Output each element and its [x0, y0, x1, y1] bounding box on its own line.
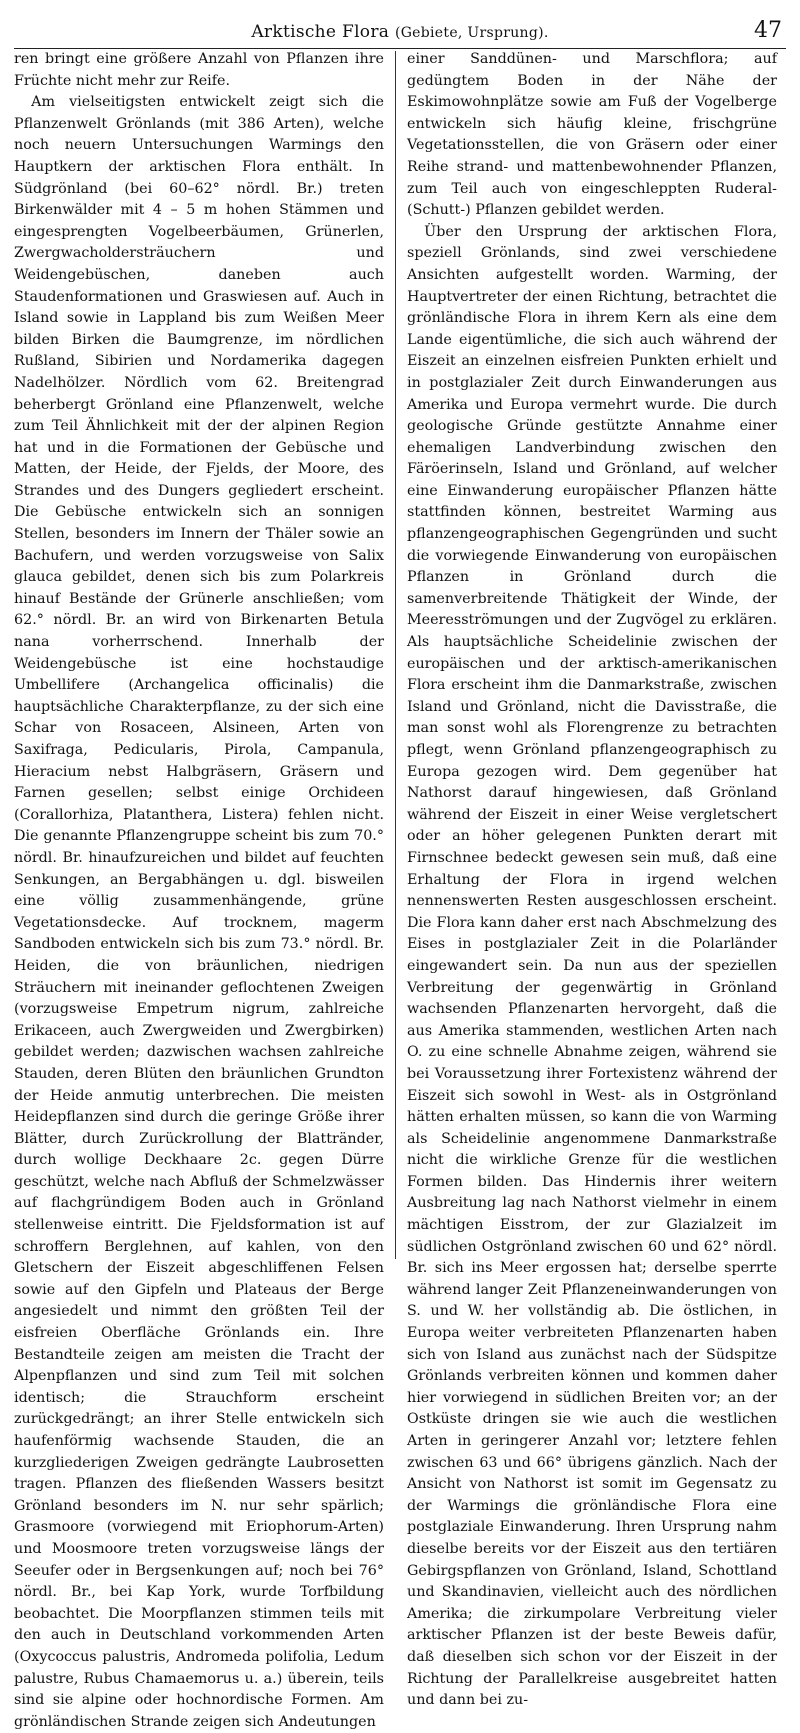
paragraph: einer Sanddünen- und Marschflora; auf gedüngtem Boden in der Nähe der Eskimowohnplätze sowie am Fuß der Vogelberge entwickeln sich häufig kleine, frischgrüne Vegetationsstellen, die von Gräsern oder einer Reihe strand- und mattenbewohnender Pflanzen, zum Teil auch von eingeschleppten Ruderal- (Schutt-) Pflanzen gebildet werden.	[407, 51, 777, 219]
page-header	[14, 8, 786, 49]
paragraph: Am vielseitigsten entwickelt zeigt sich die Pflanzenwelt Grönlands (mit 386 Arten), welche noch neuern Untersuchungen Warmings den Hauptkern der arktischen Flora enthält. In Südgrönland (bei 60–62° nördl. Br.) treten Birkenwälder mit 4 – 5 m hohen Stämmen und eingesprengten Vogelbeerbäumen, Grünerlen, Zwergwacholdersträuchern und Weidengebüschen, daneben auch Staudenformationen und Graswiesen auf. Auch in Island sowie in Lappland bis zum Weißen Meer bilden Birken die Baumgrenze, im nördlichen Rußland, Sibirien und Nordamerika dagegen Nadelhölzer. Nördlich vom 62. Breitengrad beherbergt Grönland eine Pflanzenwelt, welche zum Teil Ähnlichkeit mit der der alpinen Region hat und in die Formationen der Gebüsche und Matten, der Heide, der Fjelds, der Moore, des Strandes und des Dungers gegliedert erscheint. Die Gebüsche entwickeln sich an sonnigen Stellen, besonders im Innern der Thäler sowie an Bachufern, und werden vorzugsweise von Salix glauca gebildet, denen sich bis zum Polarkreis hinauf Bestände der Grünerle anschließen; vom 62.° nördl. Br. an wird von Birkenarten Betula nana vorherrschend. Innerhalb der Weidengebüsche ist eine hochstaudige Umbellifere (Archangelica officinalis) die hauptsächliche Charakterpflanze, zu der sich eine Schar von Rosaceen, Alsineen, Arten von Saxifraga, Pedicularis, Pirola, Campanula, Hieracium nebst Halbgräsern, Gräsern und Farnen gesellen; selbst einige Orchideen (Corallorhiza, Platanthera, Listera) fehlen nicht. Die genannte Pflanzengruppe scheint bis zum 70.° nördl. Br. hinaufzureichen und bildet auf feuchten Senkungen, an Bergabhängen u. dgl. bisweilen eine völlig zusammenhängende, grüne Vegetationsdecke. Auf trocknem, magerm Sandboden entwickeln sich bis zum 73.° nördl. Br. Heiden, die von bräunlichen, niedrigen Sträuchern mit ineinander geflochtenen Zweigen (vorzugsweise Empetrum nigrum, zahlreiche Erikaceen, auch Zwergweiden und Zwergbirken) gebildet werden; dazwischen wachsen zahlreiche Stauden, deren Blüten den bräunlichen Grundton der Heide anmutig unterbrechen. Die meisten Heidepflanzen sind durch die geringe Größe ihrer Blätter, durch Zurückrollung der Blattränder, durch wollige Deckhaare 2c. gegen Dürre geschützt, welche nach Abfluß der Schmelzwässer auf flachgründigem Boden auch in Grönland stellenweise eintritt. Die Fjeldsformation ist auf schroffern Berglehnen, auf kahlen, von den Gletschern der Eiszeit abgeschliffenen Felsen sowie auf den Gipfeln und Plateaus der Berge angesiedelt und nimmt den größten Teil der eisfreien Oberfläche Grönlands ein. Ihre Bestandteile zeigen am meisten die Tracht der Alpenpflanzen und sind zum Teil mit solchen identisch; die Strauchform erscheint zurückgedrängt; an ihrer Stelle entwickeln sich haufenförmig wachsende Stauden, die an kurzgliederigen Zweigen gedrängte Laubrosetten tragen. Pflanzen des fließenden Wassers besitzt Grönland besonders im N. nur sehr spärlich; Grasmoore (vorwiegend mit Eriophorum-Arten) und Moosmoore treten vorzugsweise längs der Seeufer oder in Bergsenkungen auf; noch bei 76° nördl. Br., bei Kap York, wurde Torfbildung beobachtet. Die Moorpflanzen stimmen teils mit den auch in Deutschland vorkommenden Arten (Oxycoccus palustris, Andromeda polifolia, Ledum palustre, Rubus Chamaemorus u. a.) überein, teils sind sie alpine oder hochnordische Formen. Am grönländischen Strande zeigen sich Andeutungen	[14, 94, 384, 1730]
running-title: Arktische Flora	[251, 22, 390, 42]
left-column	[14, 49, 391, 1730]
running-head	[14, 22, 786, 42]
right-column	[400, 49, 777, 1709]
paragraph: ren bringt eine größere Anzahl von Pflanzen ihre Früchte nicht mehr zur Reife.	[14, 51, 384, 89]
paragraph: Über den Ursprung der arktischen Flora, speziell Grönlands, sind zwei verschiedene Ansichten aufgestellt worden. Warming, der Hauptvertreter der einen Richtung, betrachtet die grönländische Flora in ihrem Kern als eine dem Lande eigentümliche, die sich auch während der Eiszeit an einzelnen eisfreien Punkten erhielt und in postglazialer Zeit durch Einwanderungen aus Amerika und Europa vermehrt wurde. Die durch geologische Gründe gestützte Annahme einer ehemaligen Landverbindung zwischen den Färöerinseln, Island und Grönland, auf welcher eine Einwanderung europäischer Pflanzen hätte stattfinden können, bestreitet Warming aus pflanzengeographischen Gegengründen und sucht die vorwiegende Einwanderung von europäischen Pflanzen in Grönland durch die samenverbreitende Thätigkeit der Winde, der Meeresströmungen und der Zugvögel zu erklären. Als hauptsächliche Scheidelinie zwischen der europäischen und der arktisch-amerikanischen Flora erscheint ihm die Danmarkstraße, zwischen Island und Grönland, nicht die Davisstraße, die man sonst wohl als Florengrenze zu betrachten pflegt, wenn Grönland pflanzengeographisch zu Europa gezogen wird. Dem gegenüber hat Nathorst darauf hingewiesen, daß Grönland während der Eiszeit in einer Weise vergletschert oder an höher gelegenen Punkten derart mit Firnschnee bedeckt gewesen sein muß, daß eine Erhaltung der Flora in irgend welchen nennenswerten Resten ausgeschlossen erscheint. Die Flora kann daher erst nach Abschmelzung des Eises in postglazialer Zeit in die Polarländer eingewandert sein. Da nun aus der speziellen Verbreitung der gegenwärtig in Grönland wachsenden Pflanzenarten hervorgeht, daß die aus Amerika stammenden, westlichen Arten nach O. zu eine schnelle Abnahme zeigen, während sie bei Voraussetzung ihrer Fortexistenz während der Eiszeit sich sowohl in West- als in Ostgrönland hätten erhalten müssen, so kann die von Warming als Scheidelinie angenommene Danmarkstraße nicht die wirkliche Grenze für die westlichen Formen bilden. Das Hindernis ihrer weitern Ausbreitung lag nach Nathorst vielmehr in einem mächtigen Eisstrom, der zur Glazialzeit im südlichen Ostgrönland zwischen 60 und 62° nördl. Br. sich ins Meer ergossen hat; derselbe sperrte während langer Zeit Pflanzeneinwanderungen von S. und W. her vollständig ab. Die östlichen, in Europa weiter verbreiteten Pflanzenarten haben sich von Island aus zunächst nach der Südspitze Grönlands verbreiten können und kommen daher hier vorwiegend in südlichen Breiten vor; an der Ostküste dringen sie wie auch die westlichen Arten in geringerer Anzahl vor; letztere fehlen zwischen 63 und 66° übrigens gänzlich. Nach der Ansicht von Nathorst ist somit im Gegensatz zu der Warmings die grönländische Flora eine postglaziale Einwanderung. Ihren Ursprung nahm dieselbe bereits vor der Eiszeit aus den tertiären Gebirgspflanzen von Grönland, Island, Schottland und Skandinavien, vielleicht auch des nördlichen Amerika; die zirkumpolare Verbreitung vieler arktischer Pflanzen ist der beste Beweis dafür, daß dieselben sich schon vor der Eiszeit in der Richtung der Parallelkreise ausgebreitet hatten und dann bei zu-	[407, 223, 777, 1709]
column-divider	[395, 51, 396, 1259]
two-column-body	[14, 49, 786, 1730]
page-number: 47	[754, 18, 782, 43]
running-subtitle: (Gebiete, Ursprung).	[394, 25, 549, 41]
